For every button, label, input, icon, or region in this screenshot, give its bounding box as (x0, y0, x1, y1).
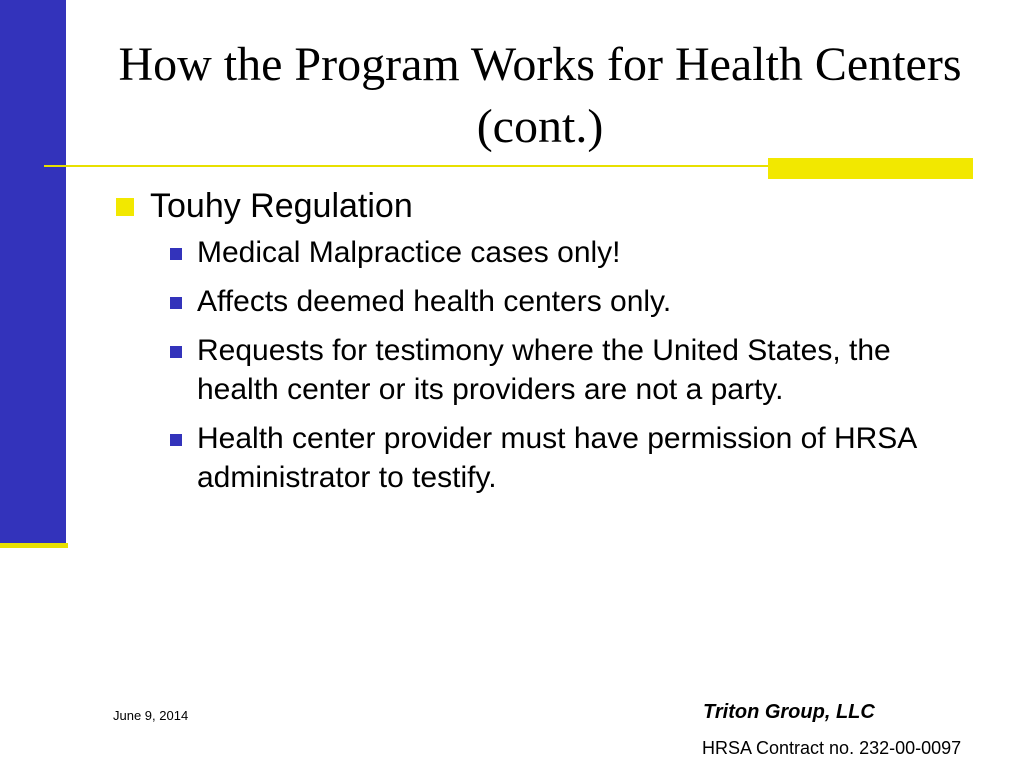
square-bullet-icon (116, 198, 134, 216)
slide-body (114, 185, 954, 507)
sub-bullet-text: Health center provider must have permission of HRSA administrator to testify. (197, 422, 916, 494)
sub-bullet-text: Requests for testimony where the United States, the health center or its providers are not a party. (197, 334, 891, 406)
square-bullet-icon (170, 434, 182, 446)
bullet-level1-text: Touhy Regulation (150, 187, 413, 225)
sub-bullet-text: Medical Malpractice cases only! (197, 236, 621, 269)
left-blue-bar (0, 0, 66, 543)
footer-date: June 9, 2014 (113, 708, 189, 723)
sub-bullet-item (114, 419, 947, 497)
slide-title: How the Program Works for Health Centers (cont.) (118, 38, 962, 153)
sub-bullet-list (114, 233, 954, 497)
footer-company: Triton Group, LLC (703, 701, 875, 723)
sub-bullet-item (114, 331, 947, 409)
title-underline-block (768, 158, 973, 179)
sub-bullet-text: Affects deemed health centers only. (197, 285, 672, 318)
square-bullet-icon (170, 248, 182, 260)
bullet-level1 (114, 185, 954, 227)
sub-bullet-item (114, 282, 947, 321)
footer-contract: HRSA Contract no. 232-00-0097 (702, 738, 962, 758)
sub-bullet-item (114, 233, 947, 272)
square-bullet-icon (170, 346, 182, 358)
square-bullet-icon (170, 297, 182, 309)
title-underline-rule (44, 165, 774, 167)
left-bar-yellow-accent (0, 543, 68, 548)
